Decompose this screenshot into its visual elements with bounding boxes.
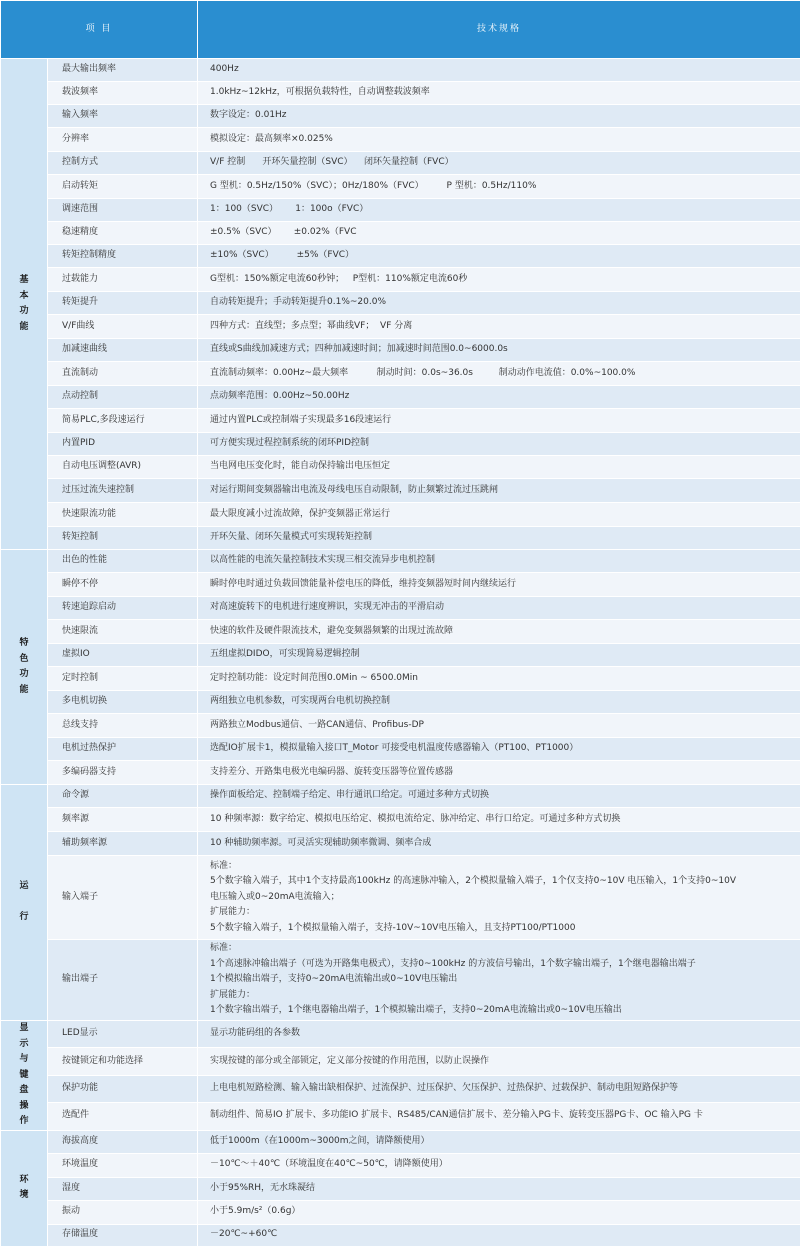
spec-row — [1, 550, 800, 573]
spec-value: 操作面板给定、控制端子给定、串行通讯口给定。可通过多种方式切换 — [198, 785, 800, 808]
spec-row — [1, 199, 800, 222]
spec-value: 四种方式：直线型；多点型；幂曲线VF； VF 分离 — [198, 315, 800, 339]
spec-row — [1, 644, 800, 667]
spec-value: 小于95%RH，无水珠凝结 — [198, 1177, 800, 1200]
spec-row — [1, 832, 800, 856]
spec-row — [1, 82, 800, 105]
spec-value: 两组独立电机参数，可实现两台电机切换控制 — [198, 691, 800, 714]
spec-value: 1：100（SVC） 1：100o（FVC） — [198, 199, 800, 222]
spec-body — [1, 59, 800, 1247]
item-label: 点动控制 — [48, 386, 198, 409]
spec-value: 10 种辅助频率源。可灵活实现辅助频率微调、频率合成 — [198, 832, 800, 856]
spec-row — [1, 433, 800, 456]
item-label: 调速范围 — [48, 199, 198, 222]
group-operation: 运 行 — [1, 785, 48, 1021]
spec-value: G 型机：0.5Hz/150%（SVC）；0Hz/180%（FVC） P 型机：0.5Hz/110% — [198, 175, 800, 199]
item-label: 直流制动 — [48, 362, 198, 386]
item-label: 载波频率 — [48, 82, 198, 105]
spec-value: 最大限度减小过流故障，保护变频器正常运行 — [198, 503, 800, 527]
spec-row — [1, 527, 800, 550]
spec-value: 支持差分、开路集电极光电编码器、旋转变压器等位置传感器 — [198, 761, 800, 785]
spec-row — [1, 1102, 800, 1130]
item-label: 转速追踪启动 — [48, 597, 198, 620]
spec-value: 点动频率范围：0.00Hz~50.00Hz — [198, 386, 800, 409]
spec-row — [1, 597, 800, 620]
item-label: 过载能力 — [48, 268, 198, 292]
spec-row — [1, 1177, 800, 1200]
item-label: 海拔高度 — [48, 1130, 198, 1153]
spec-row — [1, 1130, 800, 1153]
item-label: 快速限流 — [48, 620, 198, 644]
spec-value: 实现按键的部分或全部锁定，定义部分按键的作用范围，以防止误操作 — [198, 1047, 800, 1075]
spec-row — [1, 152, 800, 175]
spec-value: 选配IO扩展卡1，模拟量输入接口T_Motor 可接受电机温度传感器输入（PT100、PT1000） — [198, 738, 800, 761]
group-basic-functions: 基 本 功 能 — [1, 59, 48, 550]
item-label: V/F曲线 — [48, 315, 198, 339]
spec-value: 定时控制功能：设定时间范围0.0Min ~ 6500.0Min — [198, 667, 800, 691]
spec-row — [1, 573, 800, 597]
spec-row — [1, 761, 800, 785]
spec-row — [1, 620, 800, 644]
item-label: 最大输出频率 — [48, 59, 198, 82]
item-label: 存储温度 — [48, 1224, 198, 1246]
spec-row — [1, 59, 800, 82]
spec-value: 制动组件、简易IO 扩展卡、多功能IO 扩展卡、RS485/CAN通信扩展卡、差分输入PG卡、旋转变压器PG卡、OC 输入PG 卡 — [198, 1102, 800, 1130]
spec-value: 对运行期间变频器输出电流及母线电压自动限制，防止频繁过流过压跳闸 — [198, 479, 800, 503]
header-spec: 技术规格 — [198, 1, 800, 59]
item-label: 环境温度 — [48, 1153, 198, 1177]
item-label: 电机过热保护 — [48, 738, 198, 761]
spec-value: 标准： 5个数字输入端子，其中1个支持最高100kHz 的高速脉冲输入，2个模拟量输入端子，1个仅支持0~10V 电压输入，1个支持0~10V 电压输入或0~20mA电流输入； 扩展能力： 5个数字输入端子，1个模拟量输入端子，支持-10V~10V电压输入，且支持PT100/PT1000 — [198, 856, 800, 940]
spec-value: 通过内置PLC或控制端子实现最多16段速运行 — [198, 409, 800, 433]
item-label: 自动电压调整(AVR) — [48, 456, 198, 479]
spec-value: 模拟设定：最高频率×0.025% — [198, 128, 800, 152]
item-label: 瞬停不停 — [48, 573, 198, 597]
item-label: 内置PID — [48, 433, 198, 456]
item-label: 多编码器支持 — [48, 761, 198, 785]
spec-row — [1, 1047, 800, 1075]
spec-row — [1, 175, 800, 199]
spec-row — [1, 456, 800, 479]
spec-row — [1, 940, 800, 1021]
spec-row — [1, 1021, 800, 1048]
spec-row — [1, 503, 800, 527]
spec-value: 开环矢量、闭环矢量模式可实现转矩控制 — [198, 527, 800, 550]
spec-row — [1, 1153, 800, 1177]
spec-value: ±0.5%（SVC） ±0.02%（FVC — [198, 222, 800, 245]
spec-value: 1.0kHz~12kHz，可根据负载特性，自动调整载波频率 — [198, 82, 800, 105]
item-label: 快速限流功能 — [48, 503, 198, 527]
spec-row — [1, 128, 800, 152]
item-label: LED显示 — [48, 1021, 198, 1048]
item-label: 湿度 — [48, 1177, 198, 1200]
item-label: 稳速精度 — [48, 222, 198, 245]
spec-row — [1, 292, 800, 315]
item-label: 输入端子 — [48, 856, 198, 940]
item-label: 定时控制 — [48, 667, 198, 691]
spec-row — [1, 386, 800, 409]
item-label: 启动转矩 — [48, 175, 198, 199]
item-label: 简易PLC,多段速运行 — [48, 409, 198, 433]
spec-value: 当电网电压变化时，能自动保持输出电压恒定 — [198, 456, 800, 479]
item-label: 选配件 — [48, 1102, 198, 1130]
spec-value: 快速的软件及硬件限流技术，避免变频器频繁的出现过流故障 — [198, 620, 800, 644]
spec-row — [1, 479, 800, 503]
spec-value: 上电电机短路检测、输入输出缺相保护、过流保护、过压保护、欠压保护、过热保护、过载保护、制动电阻短路保护等 — [198, 1075, 800, 1102]
group-featured-functions: 特 色 功 能 — [1, 550, 48, 785]
item-label: 转矩控制精度 — [48, 245, 198, 268]
item-label: 保护功能 — [48, 1075, 198, 1102]
spec-row — [1, 691, 800, 714]
spec-row — [1, 785, 800, 808]
item-label: 加减速曲线 — [48, 339, 198, 362]
group-display-keypad: 显 示 与 键 盘 操 作 — [1, 1021, 48, 1131]
header-row — [1, 1, 800, 59]
spec-row — [1, 268, 800, 292]
spec-value: 对高速旋转下的电机进行速度辨识，实现无冲击的平滑启动 — [198, 597, 800, 620]
spec-row — [1, 105, 800, 128]
item-label: 输入频率 — [48, 105, 198, 128]
spec-value: 五组虚拟DIDO，可实现简易逻辑控制 — [198, 644, 800, 667]
group-environment: 环 境 — [1, 1130, 48, 1246]
spec-value: 可方便实现过程控制系统的闭环PID控制 — [198, 433, 800, 456]
spec-row — [1, 245, 800, 268]
spec-row — [1, 315, 800, 339]
item-label: 转矩提升 — [48, 292, 198, 315]
spec-row — [1, 738, 800, 761]
spec-row — [1, 222, 800, 245]
item-label: 总线支持 — [48, 714, 198, 738]
spec-value: 显示功能码组的各参数 — [198, 1021, 800, 1048]
spec-row — [1, 1200, 800, 1224]
item-label: 振动 — [48, 1200, 198, 1224]
spec-value: －20℃~+60℃ — [198, 1224, 800, 1246]
spec-value: 400Hz — [198, 59, 800, 82]
spec-value: 以高性能的电流矢量控制技术实现三相交流异步电机控制 — [198, 550, 800, 573]
spec-row — [1, 856, 800, 940]
item-label: 转矩控制 — [48, 527, 198, 550]
spec-value: G型机：150%额定电流60秒钟； P型机：110%额定电流60秒 — [198, 268, 800, 292]
item-label: 虚拟IO — [48, 644, 198, 667]
item-label: 过压过流失速控制 — [48, 479, 198, 503]
spec-value: 直线或S曲线加减速方式；四种加减速时间；加减速时间范围0.0~6000.0s — [198, 339, 800, 362]
spec-value: ±10%（SVC） ±5%（FVC） — [198, 245, 800, 268]
item-label: 辅助频率源 — [48, 832, 198, 856]
item-label: 多电机切换 — [48, 691, 198, 714]
spec-value: 自动转矩提升；手动转矩提升0.1%~20.0% — [198, 292, 800, 315]
spec-row — [1, 667, 800, 691]
spec-row — [1, 1075, 800, 1102]
item-label: 分辨率 — [48, 128, 198, 152]
header-item: 项 目 — [1, 1, 198, 59]
spec-value: V/F 控制 开环矢量控制（SVC） 闭环矢量控制（FVC） — [198, 152, 800, 175]
item-label: 控制方式 — [48, 152, 198, 175]
item-label: 命令源 — [48, 785, 198, 808]
spec-row — [1, 714, 800, 738]
spec-value: 标准： 1个高速脉冲输出端子（可选为开路集电极式），支持0~100kHz 的方波信号输出，1个数字输出端子，1个继电器输出端子 1个模拟输出端子，支持0~20mA电流输出或0~10V电压输出 扩展能力： 1个数字输出端子，1个继电器输出端子，1个模拟输出端子，支持0~20mA电流输出或0~10V电压输出 — [198, 940, 800, 1021]
item-label: 出色的性能 — [48, 550, 198, 573]
spec-value: －10℃～＋40℃（环境温度在40℃~50℃，请降额使用） — [198, 1153, 800, 1177]
spec-value: 10 种频率源：数字给定、模拟电压给定、模拟电流给定、脉冲给定、串行口给定。可通过多种方式切换 — [198, 808, 800, 832]
spec-value: 小于5.9m/s²（0.6g） — [198, 1200, 800, 1224]
spec-value: 瞬时停电时通过负载回馈能量补偿电压的降低，维持变频器短时间内继续运行 — [198, 573, 800, 597]
spec-value: 数字设定：0.01Hz — [198, 105, 800, 128]
spec-row — [1, 808, 800, 832]
item-label: 按键锁定和功能选择 — [48, 1047, 198, 1075]
item-label: 输出端子 — [48, 940, 198, 1021]
spec-row — [1, 362, 800, 386]
spec-row — [1, 339, 800, 362]
spec-value: 直流制动频率：0.00Hz~最大频率 制动时间：0.0s~36.0s 制动动作电流值：0.0%~100.0% — [198, 362, 800, 386]
item-label: 频率源 — [48, 808, 198, 832]
spec-value: 低于1000m（在1000m~3000m之间，请降额使用） — [198, 1130, 800, 1153]
spec-row — [1, 409, 800, 433]
spec-row — [1, 1224, 800, 1246]
spec-value: 两路独立Modbus通信、一路CAN通信、Profibus-DP — [198, 714, 800, 738]
